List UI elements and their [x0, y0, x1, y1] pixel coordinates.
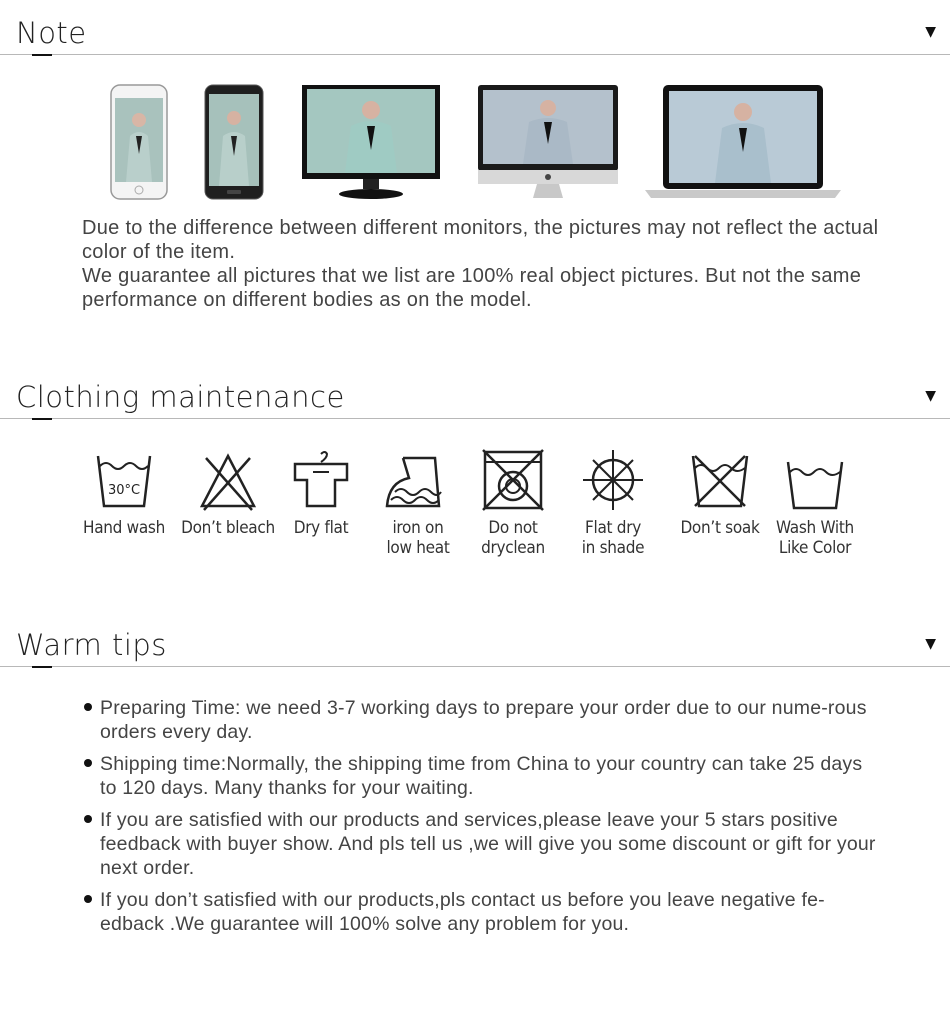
list-item [82, 808, 882, 880]
care-item-no-bleach [174, 448, 282, 538]
hand-wash-icon [94, 448, 154, 512]
note-title: Note [16, 16, 87, 50]
care-label: Don’t soak [680, 518, 760, 538]
care-label: Flat dry in shade [581, 518, 645, 558]
laptop-icon [643, 84, 843, 200]
divider [0, 666, 950, 667]
android-phone-icon [204, 84, 264, 200]
bullet-icon [84, 703, 92, 711]
tip-text: Preparing Time: we need 3-7 working days to prepare your order due to our nume-rous orders every day. [100, 697, 867, 743]
care-symbols [0, 448, 950, 568]
dry-flat-icon [291, 448, 351, 512]
no-bleach-icon [198, 448, 258, 512]
bullet-icon [84, 759, 92, 767]
care-item-no-dryclean [468, 448, 558, 558]
note-paragraph: Due to the difference between different monitors, the pictures may not reflect the actual color of the item. [82, 217, 879, 263]
bullet-icon [84, 815, 92, 823]
no-soak-icon [689, 448, 751, 512]
monitor-icon [301, 84, 441, 200]
note-text [82, 216, 882, 312]
note-paragraph: We guarantee all pictures that we list are 100% real object pictures. But not the same performance on different bodies as on the model. [82, 265, 862, 311]
collapse-arrow-icon[interactable]: ▼ [925, 388, 936, 404]
tip-text: If you don’t satisfied with our products,pls contact us before you leave negative fe-edback .We guarantee will 100% solve any problem for you. [100, 889, 825, 935]
warm-tips-list [82, 696, 882, 944]
bullet-icon [84, 895, 92, 903]
iphone-icon [110, 84, 168, 200]
care-section-header[interactable] [0, 380, 950, 420]
care-item-flat-dry-shade [568, 448, 658, 558]
care-item-dry-flat [282, 448, 360, 538]
title-accent [32, 666, 52, 668]
collapse-arrow-icon[interactable]: ▼ [925, 636, 936, 652]
collapse-arrow-icon[interactable]: ▼ [925, 24, 936, 40]
title-accent [32, 418, 52, 420]
care-label: Do not dryclean [481, 518, 545, 558]
device-comparison [0, 84, 950, 202]
iron-low-heat-icon [385, 448, 451, 512]
tip-text: If you are satisfied with our products and services,please leave your 5 stars positive feedback with buyer show. And pls tell us ,we will give you some discount or gift for your next order. [100, 809, 876, 879]
care-item-iron-low-heat [372, 448, 464, 558]
divider [0, 54, 950, 55]
wash-like-color-icon [784, 448, 846, 512]
care-item-hand-wash [78, 448, 170, 538]
care-item-no-soak [672, 448, 768, 538]
title-accent [32, 54, 52, 56]
tips-title: Warm tips [16, 628, 167, 662]
care-label: Don’t bleach [181, 518, 275, 538]
care-label: Hand wash [83, 518, 165, 538]
imac-icon [477, 84, 619, 200]
tips-section-header[interactable] [0, 628, 950, 668]
divider [0, 418, 950, 419]
no-dryclean-icon [481, 448, 545, 512]
care-label: iron on low heat [386, 518, 450, 558]
note-section-header[interactable] [0, 16, 950, 56]
care-label: Wash With Like Color [776, 518, 854, 558]
care-title: Clothing maintenance [16, 380, 345, 414]
list-item [82, 696, 882, 744]
list-item [82, 888, 882, 936]
care-item-wash-like-color [768, 448, 862, 558]
tip-text: Shipping time:Normally, the shipping time from China to your country can take 25 days to 120 days. Many thanks for your waiting. [100, 753, 863, 799]
list-item [82, 752, 882, 800]
wash-temp-label: 30°C [107, 483, 141, 498]
flat-dry-shade-icon [581, 448, 645, 512]
care-label: Dry flat [293, 518, 349, 538]
